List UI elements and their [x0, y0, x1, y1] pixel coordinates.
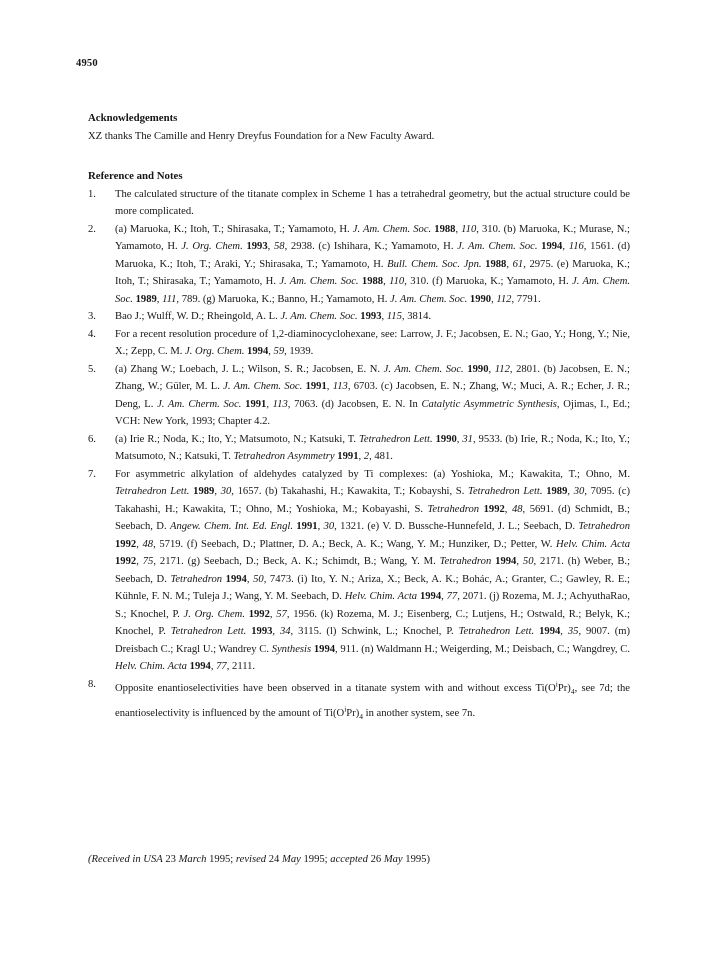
- text-segment: 110: [461, 223, 477, 235]
- page-number: 4950: [76, 58, 98, 69]
- text-segment: 1992: [483, 503, 505, 515]
- text-segment: (a) Irie R.; Noda, K.; Ito, Y.; Matsumoto, N.; Katsuki, T.: [115, 433, 359, 445]
- text-segment: May: [282, 854, 301, 865]
- text-segment: 61: [512, 258, 524, 270]
- text-segment: , Ojimas, I., Ed.; VCH: New York, 1993; Chapter 4.2.: [115, 398, 631, 427]
- text-segment: ,: [268, 346, 274, 357]
- text-segment: 1991: [296, 521, 318, 532]
- text-segment: 24: [266, 854, 282, 865]
- reference-text: [115, 364, 630, 428]
- text-segment: , 3814.: [401, 311, 432, 322]
- reference-number: 2.: [88, 223, 96, 235]
- text-segment: J. Org. Chem.: [183, 608, 245, 620]
- text-segment: accepted: [330, 854, 368, 865]
- text-segment: Helv. Chim. Acta: [115, 661, 187, 672]
- text-segment: 75: [142, 556, 154, 567]
- text-segment: ,: [562, 241, 569, 252]
- text-segment: 1990: [435, 433, 457, 445]
- text-segment: 77: [216, 661, 227, 672]
- text-segment: 77: [446, 591, 458, 602]
- text-segment: J. Am. Chem. Soc.: [279, 276, 359, 287]
- text-segment: ,: [441, 591, 447, 602]
- text-segment: 30: [573, 486, 585, 497]
- text-segment: ,: [267, 241, 274, 252]
- acknowledgements-heading: Acknowledgements: [88, 112, 178, 124]
- text-segment: 23: [162, 854, 179, 865]
- reference-item: [88, 361, 630, 431]
- text-segment: Bao J.; Wulff, W. D.; Rheingold, A. L.: [115, 311, 281, 322]
- text-segment: J. Am. Chem. Soc.: [383, 363, 464, 375]
- text-segment: 1994: [419, 591, 442, 602]
- reference-number: 7.: [88, 468, 96, 480]
- reference-item: [88, 676, 630, 726]
- text-segment: Pr): [346, 708, 360, 720]
- text-segment: , 1561. (d) Maruoka, K.; Itoh, T.; Araki, Y.; Shirasaka, T.; Yamamoto, H.: [115, 241, 631, 270]
- text-segment: ,: [214, 486, 221, 497]
- text-segment: , 1939.: [284, 346, 314, 357]
- text-segment: , 7095. (c) Takahashi, H.; Kawakita, T.; Ohno, M.; Yoshioka, M.; Kobayashi, S.: [115, 486, 630, 515]
- text-segment: 1993: [360, 311, 382, 322]
- text-segment: For a recent resolution procedure of 1,2-diaminocyclohexane, see: Larrow, J. F.; Jacobsen, E. N.; Gao, Y.; Hong, Y.; Nie, X.; Zepp, C. M.: [115, 328, 630, 357]
- reference-text: [115, 329, 630, 358]
- text-segment: J. Am. Cherm. Soc.: [157, 398, 242, 410]
- text-segment: 50: [522, 556, 534, 567]
- text-segment: , 2171. (h) Weber, B.; Seebach, D.: [115, 556, 631, 585]
- text-segment: 116: [568, 241, 584, 252]
- acknowledgements-text: XZ thanks The Camille and Henry Dreyfus Foundation for a New Faculty Award.: [88, 130, 435, 142]
- text-segment: ,: [488, 363, 495, 375]
- text-segment: ,: [246, 573, 254, 585]
- text-segment: Received in USA: [91, 854, 163, 865]
- text-segment: 115: [386, 311, 402, 322]
- text-segment: 57: [276, 608, 287, 620]
- text-segment: 30: [220, 486, 232, 497]
- text-segment: ,: [358, 451, 364, 462]
- reference-number: 4.: [88, 328, 96, 340]
- text-segment: May: [383, 854, 403, 865]
- text-segment: Opposite enantioselectivities have been observed in a titanate system with and without excess Ti(O: [115, 683, 556, 695]
- text-segment: 112: [496, 293, 512, 305]
- text-segment: Synthesis: [271, 643, 312, 655]
- text-segment: i: [344, 704, 347, 714]
- text-segment: revised: [235, 854, 267, 865]
- reference-item: [88, 326, 630, 361]
- text-segment: ,: [136, 538, 143, 550]
- text-segment: J. Org. Chem.: [185, 346, 245, 357]
- reference-text: [115, 311, 431, 322]
- reference-text: [115, 189, 630, 218]
- text-segment: Tetrahedron Lett.: [468, 486, 543, 497]
- text-segment: 1991: [245, 398, 267, 410]
- received-dates: [88, 854, 630, 865]
- reference-item: [88, 221, 630, 309]
- text-segment: 4: [570, 687, 575, 697]
- reference-text: [115, 679, 630, 722]
- text-segment: ,: [504, 503, 512, 515]
- text-segment: , 481.: [369, 451, 393, 462]
- text-segment: 2: [363, 451, 370, 462]
- text-segment: Helv. Chim. Acta: [344, 591, 418, 602]
- text-segment: Tetrahedron Lett.: [115, 486, 190, 497]
- text-segment: 30: [323, 521, 335, 532]
- text-segment: 1994: [495, 556, 517, 567]
- text-segment: 1988: [434, 223, 456, 235]
- page-content: [88, 110, 630, 726]
- text-segment: J. Am. Chem. Soc.: [115, 276, 631, 305]
- text-segment: ,: [560, 626, 568, 637]
- text-segment: 31: [462, 433, 473, 445]
- text-segment: 1994: [541, 241, 563, 252]
- text-segment: in another system, see 7n.: [363, 708, 476, 720]
- text-segment: ,: [491, 293, 497, 305]
- text-segment: 1993: [251, 626, 273, 637]
- text-segment: 34: [279, 626, 291, 637]
- text-segment: 1988: [485, 258, 507, 270]
- text-segment: ,: [516, 556, 523, 567]
- references-heading: Reference and Notes: [88, 170, 183, 182]
- reference-text: [115, 469, 630, 673]
- text-segment: , 3115. (l) Schwink, L.; Knochel, P.: [290, 626, 459, 637]
- text-segment: Tetrahedron: [170, 573, 223, 585]
- text-segment: 112: [494, 363, 510, 375]
- reference-item: [88, 466, 630, 676]
- text-segment: , 789. (g) Maruoka, K.; Banno, H.; Yamamoto, H.: [176, 293, 391, 305]
- text-segment: , see 7d; the enantioselectivity is influenced by the amount of Ti(O: [115, 683, 630, 720]
- reference-text: [115, 224, 630, 305]
- text-segment: , 310. (b) Maruoka, K.; Murase, N.; Yamamoto, H.: [115, 223, 630, 252]
- text-segment: 113: [332, 381, 348, 392]
- text-segment: (a) Zhang W.; Loebach, J. L.; Wilson, S. R.; Jacobsen, E. N.: [115, 363, 384, 375]
- text-segment: 1991: [337, 451, 359, 462]
- text-segment: ,: [272, 626, 280, 637]
- text-segment: 1989: [135, 293, 157, 305]
- text-segment: , 2111.: [226, 661, 256, 672]
- text-segment: (a) Maruoka, K.; Itoh, T.; Shirasaka, T.; Yamamoto, H.: [115, 223, 353, 235]
- text-segment: , 2975. (e) Maruoka, K.; Itoh, T.; Shirasaka, T.; Yamamoto, H.: [115, 258, 630, 287]
- text-segment: , 7473. (i) Ito, Y. N.; Ariza, X.; Beck, A. K.; Bohác, A.; Granter, C.; Gawley, R. E.; Kühnle, F. N. M.; Tuleja J.; Wang, Y. M. Seebach, D.: [115, 573, 630, 602]
- text-segment: , 2071. (j) Rozema, M. J.; AchyuthaRao, S.; Knochel, P.: [115, 591, 631, 620]
- reference-number: 3.: [88, 311, 96, 322]
- text-segment: 1989: [193, 486, 215, 497]
- text-segment: Tetrahedron Lett.: [458, 626, 535, 637]
- text-segment: 4: [359, 712, 363, 722]
- text-segment: 1992: [248, 608, 270, 620]
- reference-list: [88, 186, 630, 726]
- text-segment: 1991: [305, 381, 327, 392]
- reference-number: 6.: [88, 433, 96, 445]
- text-segment: ,: [269, 608, 277, 620]
- reference-item: [88, 186, 630, 221]
- text-segment: , 5719. (f) Seebach, D.; Plattner, D. A.; Beck, A. K.; Wang, Y. M.; Hunziker, D.; Petter, W.: [153, 538, 557, 550]
- text-segment: 110: [389, 276, 405, 287]
- text-segment: 111: [162, 293, 177, 305]
- text-segment: Tetrahedron: [427, 503, 480, 515]
- text-segment: , 2801. (b) Jacobsen, E. N.; Zhang, W.; Güler, M. L.: [115, 363, 631, 392]
- text-segment: 1995;: [206, 854, 236, 865]
- text-segment: Angew. Chem. Int. Ed. Engl.: [169, 521, 293, 532]
- text-segment: ,: [136, 556, 143, 567]
- text-segment: 113: [272, 398, 288, 410]
- text-segment: i: [555, 679, 558, 689]
- reference-item: [88, 431, 630, 466]
- text-segment: J. Am. Chem. Soc.: [223, 381, 303, 392]
- text-segment: ,: [317, 521, 324, 532]
- text-segment: 1994: [247, 346, 269, 357]
- text-segment: , 1657. (b) Takahashi, H.; Kawakita, T.; Kobayshi, S.: [231, 486, 469, 497]
- text-segment: , 2171. (g) Seebach, D.; Beck, A. K.; Schimdt, B.; Wang, Y. M.: [153, 556, 440, 567]
- text-segment: , 1321. (e) V. D. Bussche-Hunnefeld, J. L.; Seebach, D.: [334, 521, 579, 532]
- text-segment: , 6703. (c) Jacobsen, E. N.; Zhang, W.; Muci, A. R.; Echer, J. R.; Deng, L.: [115, 381, 630, 410]
- text-segment: Tetrahedron Lett.: [170, 626, 247, 637]
- text-segment: 1992: [115, 538, 137, 550]
- text-segment: , 5691. (d) Schmidt, B.; Seebach, D.: [115, 503, 630, 532]
- text-segment: 59: [273, 346, 285, 357]
- text-segment: 1995;: [300, 854, 331, 865]
- text-segment: ,: [326, 381, 333, 392]
- text-segment: Pr): [557, 683, 571, 695]
- text-segment: J. Am. Chem. Soc.: [280, 311, 358, 322]
- text-segment: J. Am. Chem. Soc.: [457, 241, 538, 252]
- text-segment: J. Am. Chem. Soc.: [352, 223, 432, 235]
- text-segment: ,: [567, 486, 574, 497]
- text-segment: 1990: [467, 363, 489, 375]
- text-segment: Tetrahedron: [439, 556, 492, 567]
- text-segment: 48: [511, 503, 523, 515]
- text-segment: , 9533. (b) Irie, R.; Noda, K.; Ito, Y.; Matsumoto, N.; Katsuki, T.: [115, 433, 630, 462]
- text-segment: ,: [455, 223, 462, 235]
- text-segment: ,: [383, 276, 390, 287]
- text-segment: , 7063. (d) Jacobsen, E. N. In: [287, 398, 422, 410]
- text-segment: , 7791.: [511, 293, 541, 305]
- text-segment: Helv. Chim. Acta: [556, 538, 631, 550]
- text-segment: 58: [273, 241, 285, 252]
- text-segment: March: [178, 854, 207, 865]
- reference-number: 5.: [88, 363, 96, 375]
- text-segment: , 2938. (c) Ishihara, K.; Yamamoto, H.: [284, 241, 458, 252]
- reference-item: [88, 308, 630, 326]
- text-segment: J. Org. Chem.: [181, 241, 243, 252]
- text-segment: 1994: [225, 573, 247, 585]
- text-segment: 1989: [546, 486, 568, 497]
- text-segment: The calculated structure of the titanate complex in Scheme 1 has a tetrahedral geometry, but the actual structure could be more complicated.: [115, 188, 630, 217]
- text-segment: Tetrahedron Lett.: [358, 433, 433, 445]
- text-segment: Catalytic Asymmetric Synthesis: [421, 398, 557, 410]
- text-segment: 1994: [189, 661, 211, 672]
- text-segment: , 911. (n) Waldmann H.; Weigerding, M.; Deisbach, C.; Wangdrey, C.: [335, 643, 630, 655]
- text-segment: ,: [156, 293, 163, 305]
- text-segment: 1994: [539, 626, 561, 637]
- text-segment: 26: [367, 854, 384, 865]
- text-segment: Bull. Chem. Soc. Jpn.: [387, 258, 482, 270]
- text-segment: 1995): [402, 854, 431, 865]
- text-segment: J. Am. Chem. Soc.: [390, 293, 468, 305]
- text-segment: ,: [506, 258, 513, 270]
- text-segment: 50: [253, 573, 264, 585]
- reference-number: 8.: [88, 678, 96, 690]
- text-segment: ,: [266, 398, 273, 410]
- text-segment: Tetrahedron: [578, 521, 630, 532]
- text-segment: 1992: [115, 556, 137, 567]
- text-segment: , 1956. (k) Rozema, M. J.; Eisenberg, C.; Lutjens, H.; Ostwald, R.; Belyk, K.; Knochel, P.: [115, 608, 630, 637]
- text-segment: For asymmetric alkylation of aldehydes catalyzed by Ti complexes: (a) Yoshioka, M.; Kawakita, T.; Ohno, M.: [115, 468, 630, 480]
- text-segment: 35: [567, 626, 579, 637]
- text-segment: ,: [381, 311, 387, 322]
- text-segment: , 9007. (m) Dreisbach C.; Kragl U.; Wandrey C.: [115, 626, 631, 655]
- reference-text: [115, 434, 630, 463]
- text-segment: 1994: [313, 643, 336, 655]
- text-segment: , 310. (f) Maruoka, K.; Yamamoto, H.: [404, 276, 573, 287]
- text-segment: ,: [456, 433, 463, 445]
- text-segment: (: [88, 854, 92, 865]
- text-segment: ,: [210, 661, 217, 672]
- text-segment: 1990: [469, 293, 492, 305]
- text-segment: 1993: [246, 241, 268, 252]
- text-segment: Tetrahedron Asymmetry: [233, 451, 335, 462]
- text-segment: 48: [142, 538, 154, 550]
- text-segment: 1988: [361, 276, 384, 287]
- reference-number: 1.: [88, 188, 96, 200]
